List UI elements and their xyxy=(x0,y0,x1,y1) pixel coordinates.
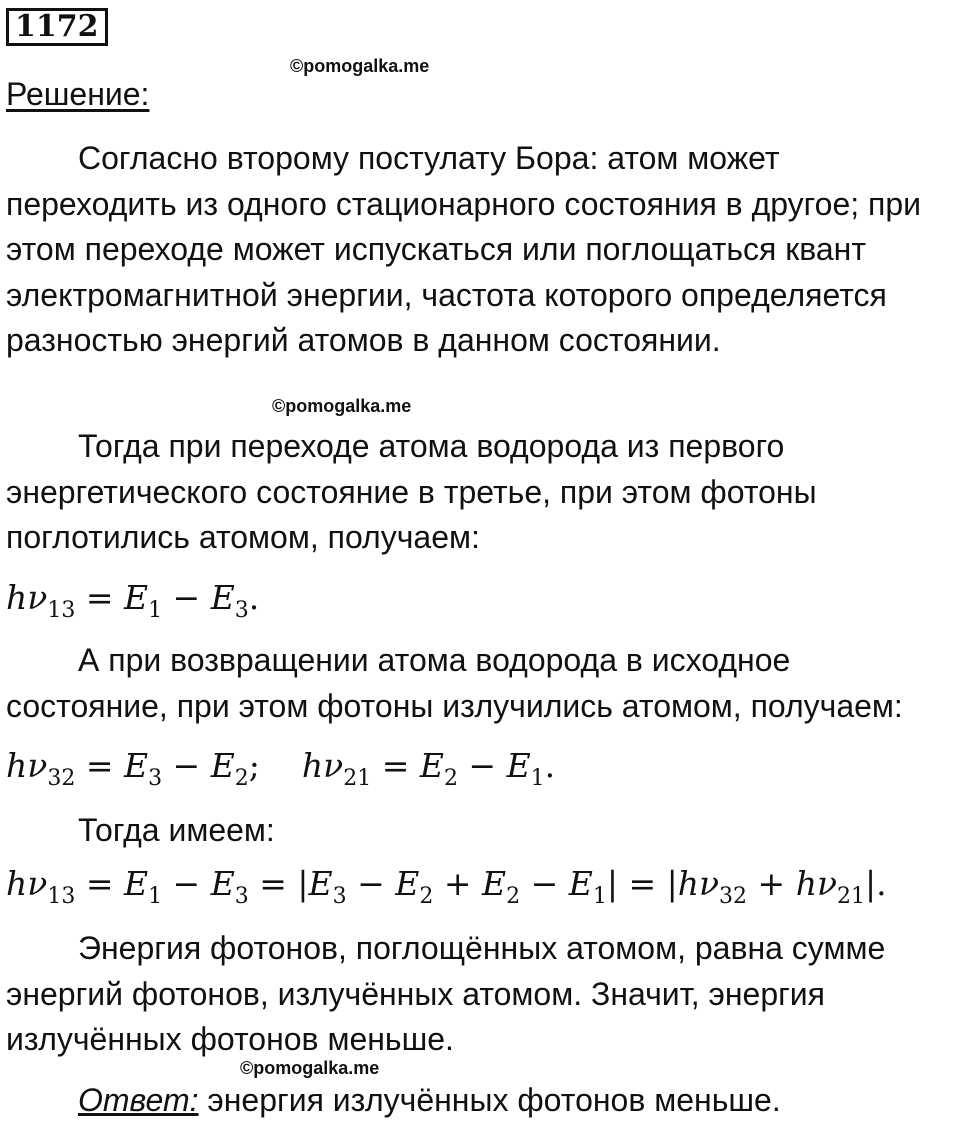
watermark: ©pomogalka.me xyxy=(240,1058,380,1078)
problem-number: 1172 xyxy=(6,8,108,46)
paragraph-conclusion: Энергия фотонов, поглощённых атомом, равна сумме энергий фотонов, излучённых атомом. Значит, энергия излучённых фотонов меньше. xyxy=(6,930,886,1058)
equation-absorption: $h\nu_{13} = E_1 - E_3$. xyxy=(6,578,260,623)
paragraph-bohr-postulate: Согласно второму постулату Бора: атом может переходить из одного стационарного состояния в другое; при этом переходе может испускаться или поглощаться квант электромагнитной энергии, частота которого определяется разностью энергий атомов в данном состоянии. xyxy=(6,140,922,359)
answer-text: энергия излучённых фотонов меньше. xyxy=(198,1082,781,1118)
answer-label: Ответ: xyxy=(78,1082,199,1118)
watermark: ©pomogalka.me xyxy=(272,396,412,416)
solution-heading: Решение: xyxy=(6,76,150,112)
paragraph-absorption: Тогда при переходе атома водорода из первого энергетического состояние в третье, при этом фотоны поглотились атомом, получаем: xyxy=(6,428,817,556)
watermark: ©pomogalka.me xyxy=(290,56,430,76)
paragraph-emission: А при возвращении атома водорода в исходное состояние, при этом фотоны излучились атомом, получаем: xyxy=(6,642,903,724)
equation-sum: $h\nu_{13} = E_1 - E_3 = |E_3 - E_2 + E_2 - E_1| = |h\nu_{32} + h\nu_{21}|$. xyxy=(6,864,887,909)
equation-emission: $h\nu_{32} = E_3 - E_2$; $h\nu_{21} = E_2 - E_1$. xyxy=(6,746,556,791)
answer-line xyxy=(78,1082,781,1119)
paragraph-then: Тогда имеем: xyxy=(78,812,275,848)
